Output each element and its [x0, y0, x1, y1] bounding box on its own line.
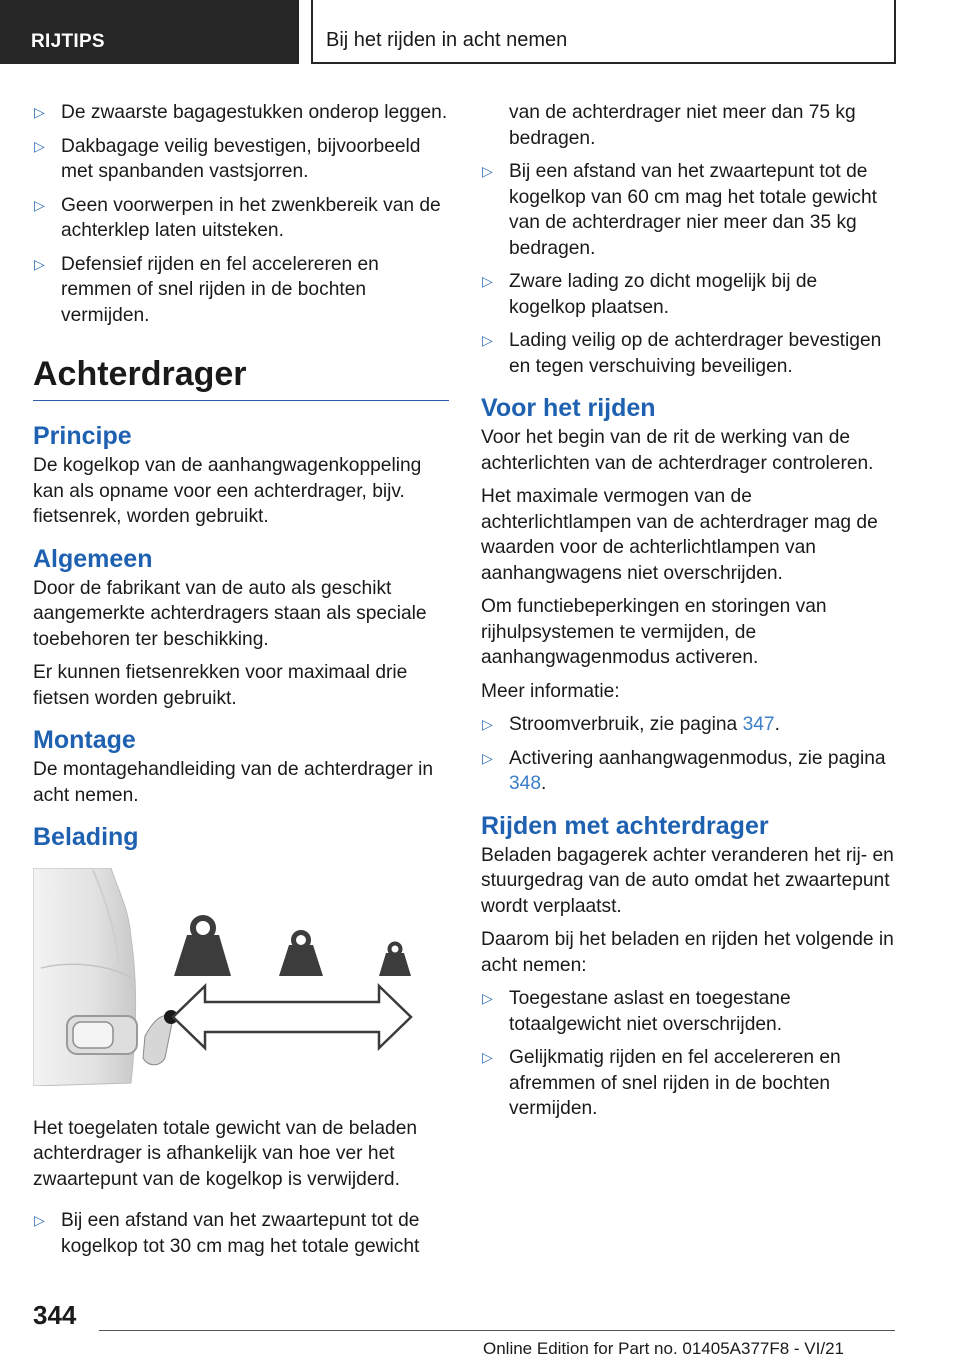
belading-bullet-list [33, 1208, 449, 1259]
paragraph: Daarom bij het beladen en rijden het volgende in acht nemen: [481, 929, 894, 976]
section-rijden-met-achterdrager [481, 811, 897, 1122]
list-item: ▷ Gelijkmatig rijden en fel accelereren en afremmen of snel rijden in de bochten vermijden. [481, 1045, 897, 1122]
paragraph: Om functiebeperkingen en storingen van rijhulpsystemen te vermijden, de aanhangwagenmodus activeren. [481, 596, 827, 668]
section-tab: RIJTIPS [0, 0, 299, 64]
list-item: ▷ Dakbagage veilig bevestigen, bijvoorbeeld met spanbanden vastsjorren. [33, 134, 449, 185]
section-heading: Algemeen [33, 544, 153, 573]
list-item: ▷ Zware lading zo dicht mogelijk bij de kogelkop plaatsen. [481, 269, 897, 320]
section-heading: Rijden met achterdrager [481, 811, 769, 840]
page-title: Achterdrager [33, 354, 449, 401]
driving-bullet-list [481, 986, 897, 1122]
medium-weight-icon [279, 933, 323, 977]
section-algemeen [33, 544, 449, 712]
section-heading: Voor het rijden [481, 394, 656, 422]
edition-note: Online Edition for Part no. 01405A377F8 - VI/21 [483, 1339, 845, 1358]
section-montage [33, 725, 449, 808]
section-heading: Principe [33, 422, 132, 450]
list-item: ▷ Bij een afstand van het zwaartepunt tot de kogelkop tot 30 cm mag het totale gewicht [33, 1208, 449, 1259]
load-distance-illustration [33, 868, 449, 1086]
paragraph: Er kunnen fietsenrekken voor maximaal drie fietsen worden gebruikt. [33, 662, 408, 709]
list-item: ▷ Toegestane aslast en toegestane totaalgewicht niet overschrijden. [481, 986, 897, 1037]
reference-text: Stroomverbruik, zie pagina [509, 714, 738, 735]
paragraph: Meer informatie: [481, 680, 620, 702]
page-header [0, 0, 960, 66]
left-column [33, 100, 449, 1267]
load-bullet-list [481, 100, 897, 379]
list-item: ▷ Bij een afstand van het zwaartepunt tot de kogelkop van 60 cm mag het totale gewicht van de achterdrager nier meer dan 35 kg bedragen. [481, 159, 897, 261]
page-link-348[interactable]: 348 [509, 773, 542, 794]
paragraph: De kogelkop van de aanhangwagenkoppeling kan als opname voor een achterdrager, bijv. fietsenrek, worden gebruikt. [33, 455, 422, 527]
reference-text: Activering aanhangwagenmodus, zie pagina [509, 747, 886, 769]
section-voor-het-rijden [481, 393, 897, 797]
car-rear-bumper [33, 868, 173, 1086]
list-item: ▷ Geen voorwerpen in het zwenkbereik van de achterklep laten uitsteken. [33, 193, 449, 244]
light-weight-icon [379, 944, 411, 977]
page-link-347[interactable]: 347 [742, 714, 775, 735]
list-item: ▷ Stroomverbruik, zie pagina 347. [481, 712, 897, 738]
page-number: 344 [33, 1300, 77, 1330]
section-principe [33, 421, 449, 530]
paragraph: Beladen bagagerek achter veranderen het rij- en stuurgedrag van de auto omdat het zwaartepunt wordt verplaatst. [481, 844, 894, 917]
section-heading: Belading [33, 823, 139, 851]
distance-double-arrow-icon [173, 986, 411, 1048]
list-item: ▷ De zwaarste bagagestukken onderop leggen. [33, 100, 449, 126]
paragraph: De montagehandleiding van de achterdrager in acht nemen. [33, 759, 434, 806]
heavy-weight-icon [174, 918, 231, 976]
paragraph: Het maximale vermogen van de achterlichtlampen van de achterdrager mag de waarden voor de achterlichtlampen van aanhangwagens niet overschrijden. [481, 486, 878, 584]
section-heading: Montage [33, 726, 136, 754]
intro-bullet-list [33, 100, 449, 328]
list-item: ▷ Activering aanhangwagenmodus, zie pagina 348. [481, 746, 897, 797]
list-item: ▷ Defensief rijden en fel accelereren en remmen of snel rijden in de bochten vermijden. [33, 252, 449, 329]
footer-divider [99, 1330, 895, 1331]
list-item-continued: van de achterdrager niet meer dan 75 kg bedragen. [509, 102, 856, 149]
paragraph: Het toegelaten totale gewicht van de beladen achterdrager is afhankelijk van hoe ver het zwaartepunt van de kogelkop is verwijderd. [33, 1117, 418, 1190]
paragraph: Voor het begin van de rit de werking van de achterlichten van de achterdrager controleren. [481, 427, 874, 474]
reference-list [481, 712, 897, 797]
chapter-title: Bij het rijden in acht nemen [311, 0, 896, 64]
list-item: ▷ Lading veilig op de achterdrager bevestigen en tegen verschuiving beveiligen. [481, 328, 897, 379]
section-belading [33, 822, 449, 1259]
paragraph: Door de fabrikant van de auto als geschikt aangemerkte achterdragers staan als speciale toebehoren ter beschikking. [33, 577, 427, 650]
right-column [481, 100, 897, 1130]
